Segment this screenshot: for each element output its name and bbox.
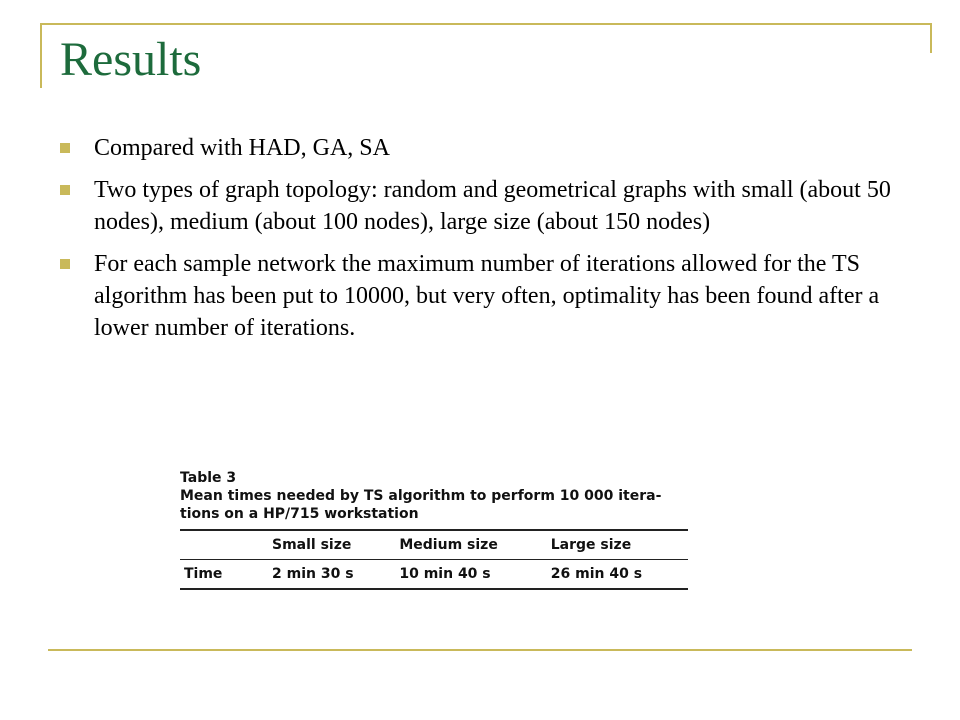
slide-title: Results <box>60 33 202 86</box>
frame-top-rule <box>40 23 932 25</box>
table-cell: 26 min 40 s <box>550 566 643 582</box>
table-header-cell: Large size <box>550 537 632 553</box>
bullet-list <box>58 132 898 354</box>
table-cell: 2 min 30 s <box>272 566 354 582</box>
table-cell: Time <box>184 566 223 582</box>
table-header-row <box>180 530 688 560</box>
bullet-text: Compared with HAD, GA, SA <box>94 135 390 161</box>
table-cell: 10 min 40 s <box>399 566 491 582</box>
table-header-cell <box>180 530 268 560</box>
square-bullet-icon <box>60 185 70 195</box>
bullet-item <box>58 174 898 238</box>
bullet-item <box>58 248 898 344</box>
table-header-cell: Small size <box>272 537 352 553</box>
results-table-block <box>180 469 688 590</box>
table-row <box>180 560 688 590</box>
frame-left-rule <box>40 23 42 88</box>
results-table <box>180 529 688 590</box>
bullet-text: Two types of graph topology: random and geometrical graphs with small (about 50 nodes), medium (about 100 nodes), large size (about 150 nodes) <box>94 177 891 235</box>
table-caption-label: Table 3 <box>180 470 237 486</box>
bullet-text: For each sample network the maximum number of iterations allowed for the TS algorithm has been put to 10000, but very often, optimality has been found after a lower number of iterations. <box>94 251 880 341</box>
frame-bottom-rule <box>48 649 912 651</box>
bullet-item <box>58 132 898 164</box>
table-header-cell: Medium size <box>399 537 498 553</box>
square-bullet-icon <box>60 259 70 269</box>
square-bullet-icon <box>60 143 70 153</box>
frame-right-rule <box>930 23 932 53</box>
table-caption-text: Mean times needed by TS algorithm to perform 10 000 itera-tions on a HP/715 workstation <box>180 488 662 522</box>
